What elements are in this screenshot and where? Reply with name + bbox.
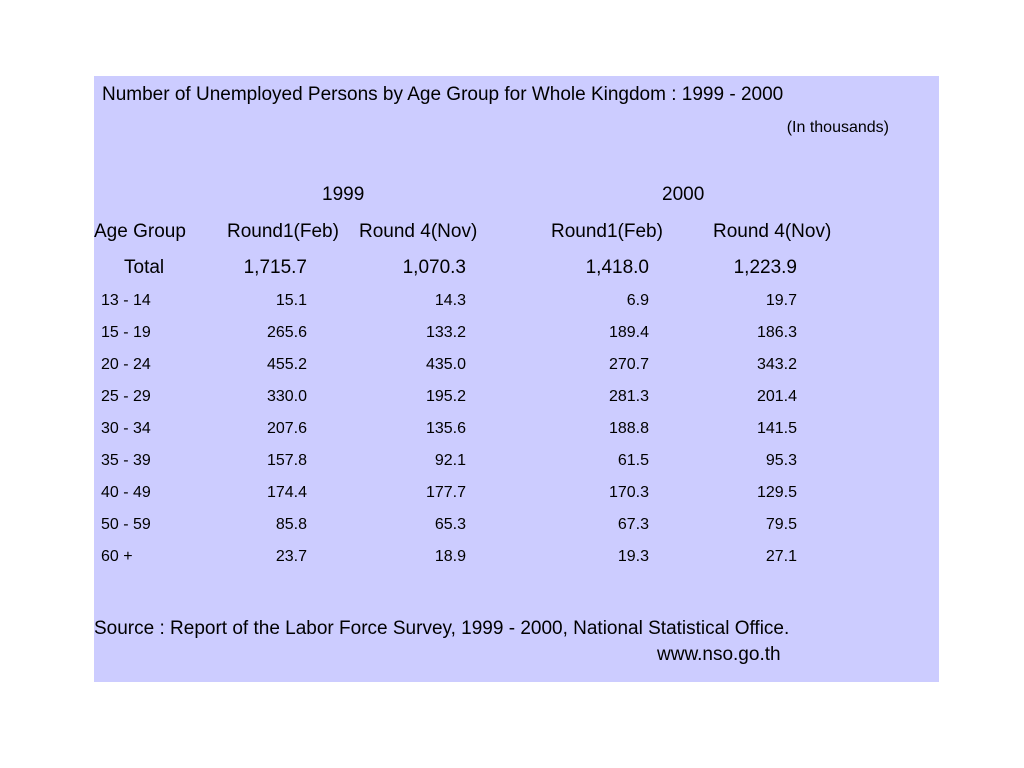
value-cell: 6.9 [626,292,649,309]
unit-note: (In thousands) [786,119,889,136]
year-1999-header: 1999 [322,184,365,205]
table-row [94,516,939,540]
source-note: Source : Report of the Labor Force Survey, 1999 - 2000, National Statistical Office. [94,618,790,639]
source-url: www.nso.go.th [657,644,781,665]
total-row [94,257,939,281]
value-cell: 1,223.9 [733,257,797,278]
value-cell: 92.1 [434,452,466,469]
round4-1999-header: Round 4(Nov) [359,221,478,242]
value-cell: 201.4 [756,388,797,405]
value-cell: 157.8 [266,452,307,469]
value-cell: 170.3 [608,484,649,501]
age-group-label: 50 - 59 [101,516,151,533]
age-group-label: 25 - 29 [101,388,151,405]
value-cell: 67.3 [617,516,649,533]
value-cell: 186.3 [756,324,797,341]
value-cell: 207.6 [266,420,307,437]
table-row [94,324,939,348]
value-cell: 85.8 [275,516,307,533]
value-cell: 79.5 [765,516,797,533]
value-cell: 23.7 [275,548,307,565]
value-cell: 133.2 [425,324,466,341]
value-cell: 1,070.3 [402,257,466,278]
value-cell: 195.2 [425,388,466,405]
value-cell: 1,715.7 [243,257,307,278]
table-row [94,356,939,380]
value-cell: 18.9 [434,548,466,565]
age-group-label: 15 - 19 [101,324,151,341]
table-panel [94,76,939,682]
age-group-label: 35 - 39 [101,452,151,469]
value-cell: 188.8 [608,420,649,437]
value-cell: 270.7 [608,356,649,373]
age-group-label: 20 - 24 [101,356,151,373]
value-cell: 343.2 [756,356,797,373]
value-cell: 19.7 [765,292,797,309]
value-cell: 435.0 [425,356,466,373]
table-row [94,484,939,508]
table-row [94,292,939,316]
value-cell: 135.6 [425,420,466,437]
value-cell: 189.4 [608,324,649,341]
value-cell: 455.2 [266,356,307,373]
value-cell: 95.3 [765,452,797,469]
value-cell: 177.7 [425,484,466,501]
round1-1999-header: Round1(Feb) [227,221,339,242]
table-row [94,548,939,572]
year-2000-header: 2000 [662,184,705,205]
table-row [94,452,939,476]
value-cell: 14.3 [434,292,466,309]
age-group-header: Age Group [94,221,186,242]
value-cell: 1,418.0 [585,257,649,278]
value-cell: 65.3 [434,516,466,533]
value-cell: 141.5 [756,420,797,437]
value-cell: 330.0 [266,388,307,405]
value-cell: 19.3 [617,548,649,565]
age-group-label: 30 - 34 [101,420,151,437]
value-cell: 174.4 [266,484,307,501]
value-cell: 27.1 [765,548,797,565]
table-title: Number of Unemployed Persons by Age Group for Whole Kingdom : 1999 - 2000 [102,84,784,105]
age-group-label: Total [124,257,165,278]
table-row [94,420,939,444]
round4-2000-header: Round 4(Nov) [713,221,832,242]
age-group-label: 40 - 49 [101,484,151,501]
value-cell: 281.3 [608,388,649,405]
value-cell: 15.1 [275,292,307,309]
value-cell: 265.6 [266,324,307,341]
age-group-label: 60 + [101,548,133,565]
table-row [94,388,939,412]
value-cell: 61.5 [617,452,649,469]
round1-2000-header: Round1(Feb) [551,221,663,242]
age-group-label: 13 - 14 [101,292,151,309]
value-cell: 129.5 [756,484,797,501]
